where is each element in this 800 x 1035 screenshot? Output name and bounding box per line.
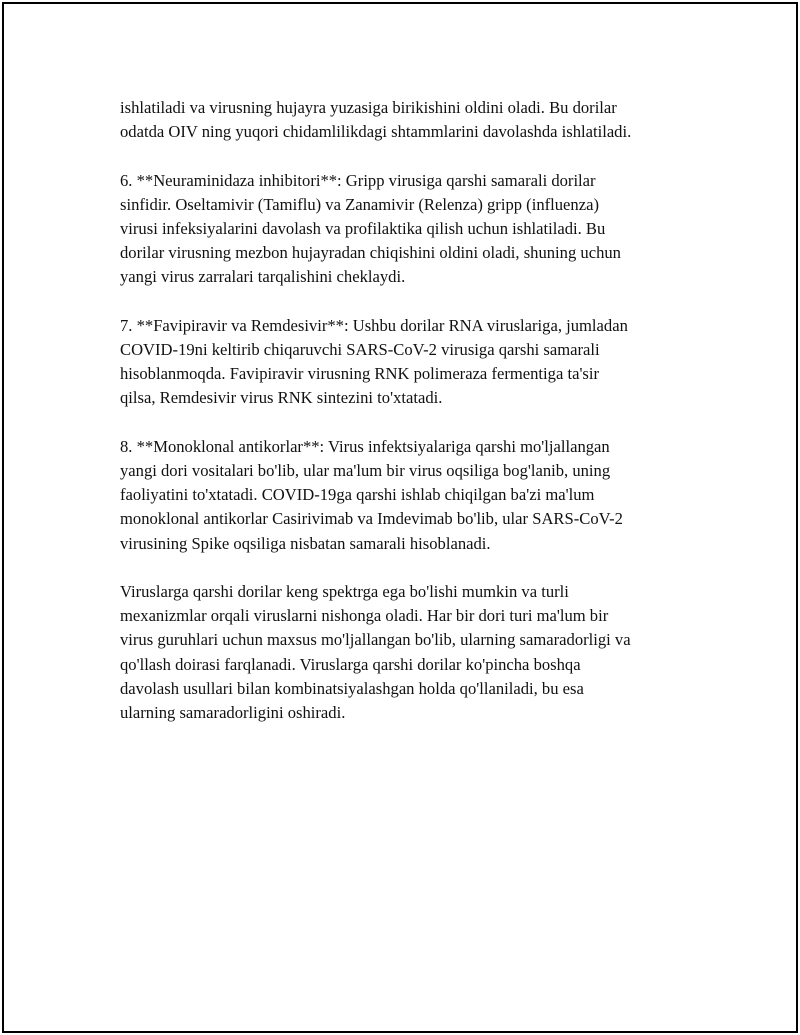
text-line: 7. **Favipiravir va Remdesivir**: Ushbu dorilar RNA viruslariga, jumladan xyxy=(120,315,628,335)
text-line: ishlatiladi va virusning hujayra yuzasiga birikishini oldini oladi. Bu dorilar xyxy=(120,98,617,117)
text-line: davolash usullari bilan kombinatsiyalashgan holda qo'llaniladi, bu esa xyxy=(120,678,584,698)
paragraph-continuation xyxy=(120,96,710,144)
text-line: mexanizmlar orqali viruslarni nishonga oladi. Har bir dori turi ma'lum bir xyxy=(120,606,609,626)
text-line: Viruslarga qarshi dorilar keng spektrga ega bo'lishi mumkin va turli xyxy=(120,582,569,601)
text-line: ularning samaradorligini oshiradi. xyxy=(120,703,346,723)
text-line: yangi dori vositalari bo'lib, ular ma'lum bir virus oqsiliga bog'lanib, uning xyxy=(120,461,611,480)
text-line: virusining Spike oqsiliga nisbatan samarali hisoblanadi. xyxy=(120,533,491,553)
text-line: monoklonal antikorlar Casirivimab va Imdevimab bo'lib, ular SARS-CoV-2 xyxy=(120,509,623,529)
text-line: faoliyatini to'xtatadi. COVID-19ga qarshi ishlab chiqilgan ba'zi ma'lum xyxy=(120,485,595,505)
text-line: sinfidir. Oseltamivir (Tamiflu) va Zanamivir (Relenza) gripp (influenza) xyxy=(120,194,599,214)
paragraph-item-7 xyxy=(120,314,710,411)
text-line: yangi virus zarralari tarqalishini cheklaydi. xyxy=(120,267,406,287)
paragraph-item-8 xyxy=(120,435,710,556)
text-line: virus guruhlari uchun maxsus mo'ljallangan bo'lib, ularning samaradorligi va xyxy=(120,630,631,650)
text-line: odatda OIV ning yuqori chidamlilikdagi shtammlarini davolashda ishlatiladi. xyxy=(120,122,632,142)
text-line: COVID-19ni keltirib chiqaruvchi SARS-CoV-2 virusiga qarshi samarali xyxy=(120,340,600,359)
document-body xyxy=(120,96,710,749)
text-line: qo'llash doirasi farqlanadi. Viruslarga qarshi dorilar ko'pincha boshqa xyxy=(120,654,581,674)
text-line: dorilar virusning mezbon hujayradan chiqishini oldini oladi, shuning uchun xyxy=(120,243,621,263)
text-line: qilsa, Remdesivir virus RNK sintezini to'xtatadi. xyxy=(120,388,443,408)
paragraph-item-6 xyxy=(120,169,710,290)
text-line: virusi infeksiyalarini davolash va profilaktika qilish uchun ishlatiladi. Bu xyxy=(120,219,606,238)
paragraph-conclusion xyxy=(120,580,710,725)
text-line: hisoblanmoqda. Favipiravir virusning RNK polimeraza fermentiga ta'sir xyxy=(120,364,600,384)
text-line: 6. **Neuraminidaza inhibitori**: Gripp virusiga qarshi samarali dorilar xyxy=(120,170,596,190)
text-line: 8. **Monoklonal antikorlar**: Virus infektsiyalariga qarshi mo'ljallangan xyxy=(120,436,610,456)
page-frame xyxy=(2,2,798,1033)
